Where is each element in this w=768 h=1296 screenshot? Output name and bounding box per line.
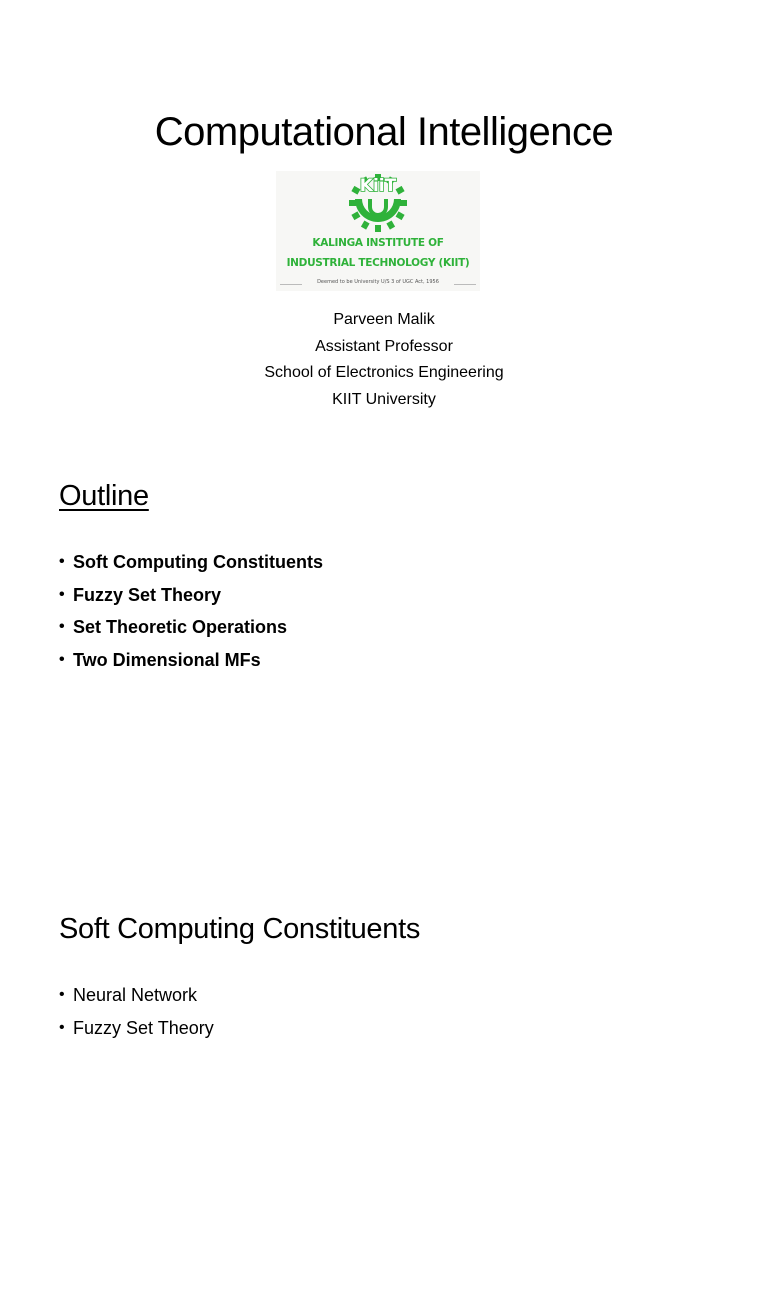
bullet-icon: • bbox=[59, 618, 65, 635]
list-item bbox=[59, 979, 214, 1012]
list-item-text: Neural Network bbox=[73, 985, 198, 1005]
bullet-icon: • bbox=[59, 650, 65, 668]
list-item-text: Fuzzy Set Theory bbox=[73, 584, 222, 605]
presentation-title: Computational Intelligence bbox=[154, 110, 614, 154]
list-item bbox=[59, 644, 323, 677]
bullet-icon: • bbox=[59, 585, 65, 603]
logo-tagline: Deemed to be University U/S 3 of UGC Act, 1956 bbox=[317, 279, 439, 285]
soft-computing-title: Soft Computing Constituents bbox=[59, 913, 421, 945]
kiit-gear-emblem-icon bbox=[276, 171, 480, 237]
list-item bbox=[59, 1012, 214, 1045]
bullet-icon: • bbox=[59, 986, 65, 1003]
soft-computing-slide bbox=[0, 864, 768, 1296]
logo-divider-right bbox=[454, 284, 476, 285]
author-name: Parveen Malik bbox=[333, 311, 435, 328]
outline-title: Outline bbox=[59, 480, 149, 512]
logo-mark: KiiT bbox=[359, 176, 397, 196]
author-university: KIIT University bbox=[332, 390, 436, 408]
list-item bbox=[59, 546, 323, 579]
bullet-icon: • bbox=[59, 1018, 65, 1036]
list-item-text: Fuzzy Set Theory bbox=[73, 1017, 214, 1038]
author-info bbox=[0, 307, 768, 413]
title-slide bbox=[0, 0, 768, 432]
list-item bbox=[59, 579, 323, 612]
outline-slide bbox=[0, 432, 768, 864]
soft-computing-list bbox=[59, 979, 214, 1044]
list-item-text: Soft Computing Constituents bbox=[73, 552, 323, 572]
list-item-text: Two Dimensional MFs bbox=[73, 649, 261, 670]
author-school: School of Electronics Engineering bbox=[264, 364, 504, 381]
author-position: Assistant Professor bbox=[315, 337, 453, 355]
list-item-text: Set Theoretic Operations bbox=[73, 617, 288, 637]
outline-list bbox=[59, 546, 323, 676]
logo-line-1: KALINGA INSTITUTE OF bbox=[312, 237, 444, 249]
kiit-logo bbox=[276, 171, 480, 291]
list-item bbox=[59, 611, 323, 644]
logo-line-2: INDUSTRIAL TECHNOLOGY (KIIT) bbox=[286, 257, 470, 269]
bullet-icon: • bbox=[59, 553, 65, 570]
